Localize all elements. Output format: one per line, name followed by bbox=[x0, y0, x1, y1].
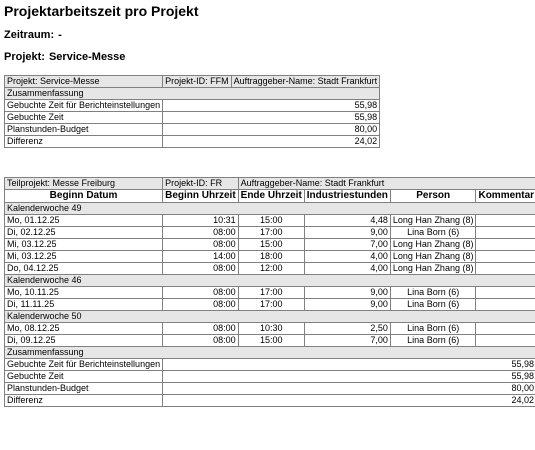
zeitraum-value: - bbox=[58, 29, 62, 41]
summary-value: 24,02 bbox=[163, 395, 535, 407]
hours-cell: 9,00 bbox=[304, 227, 390, 239]
comment-cell bbox=[476, 335, 535, 347]
table-row bbox=[5, 263, 535, 275]
summary-row bbox=[5, 395, 535, 407]
table-row bbox=[5, 287, 535, 299]
comment-cell bbox=[476, 239, 535, 251]
subproject-table bbox=[4, 177, 535, 407]
summary-label: Planstunden-Budget bbox=[5, 124, 163, 136]
column-header-row bbox=[5, 190, 535, 203]
table-row bbox=[5, 323, 535, 335]
start-time-cell: 08:00 bbox=[163, 239, 239, 251]
start-time-cell: 08:00 bbox=[163, 263, 239, 275]
week-row bbox=[5, 311, 535, 323]
person-cell: Long Han Zhang (8) bbox=[390, 263, 476, 275]
comment-cell bbox=[476, 227, 535, 239]
projekt-value: Service-Messe bbox=[48, 51, 126, 63]
week-row bbox=[5, 203, 535, 215]
summary-row bbox=[5, 112, 380, 124]
hours-cell: 7,00 bbox=[304, 335, 390, 347]
person-cell: Long Han Zhang (8) bbox=[390, 239, 476, 251]
person-cell: Lina Born (6) bbox=[390, 335, 476, 347]
summary-value: 55,98 bbox=[163, 112, 380, 124]
table-row bbox=[5, 227, 535, 239]
summary-row bbox=[5, 359, 535, 371]
summary-section-label: Zusammenfassung bbox=[5, 347, 535, 359]
comment-cell bbox=[476, 251, 535, 263]
summary-label: Differenz bbox=[5, 136, 163, 148]
end-time-cell: 18:00 bbox=[238, 251, 304, 263]
person-cell: Long Han Zhang (8) bbox=[390, 251, 476, 263]
person-cell: Long Han Zhang (8) bbox=[390, 215, 476, 227]
summary-row bbox=[5, 100, 380, 112]
start-time-cell: 08:00 bbox=[163, 227, 239, 239]
summary-section-row bbox=[5, 88, 380, 100]
summary-label: Gebuchte Zeit für Berichteinstellungen bbox=[5, 100, 163, 112]
week-label: Kalenderwoche 50 bbox=[5, 311, 535, 323]
date-cell: Di, 02.12.25 bbox=[5, 227, 163, 239]
person-cell: Lina Born (6) bbox=[390, 299, 476, 311]
comment-cell bbox=[476, 299, 535, 311]
table-row bbox=[5, 299, 535, 311]
week-label: Kalenderwoche 49 bbox=[5, 203, 535, 215]
date-cell: Di, 09.12.25 bbox=[5, 335, 163, 347]
page-title: Projektarbeitszeit pro Projekt bbox=[4, 3, 199, 19]
date-cell: Mo, 01.12.25 bbox=[5, 215, 163, 227]
start-time-cell: 08:00 bbox=[163, 299, 239, 311]
date-cell: Di, 11.11.25 bbox=[5, 299, 163, 311]
hours-cell: 9,00 bbox=[304, 287, 390, 299]
col-beginn-uhrzeit: Beginn Uhrzeit bbox=[163, 190, 239, 203]
end-time-cell: 17:00 bbox=[238, 299, 304, 311]
hours-cell: 9,00 bbox=[304, 299, 390, 311]
hours-cell: 4,48 bbox=[304, 215, 390, 227]
date-cell: Mo, 10.11.25 bbox=[5, 287, 163, 299]
end-time-cell: 15:00 bbox=[238, 215, 304, 227]
subproject-name-cell: Teilprojekt: Messe Freiburg bbox=[5, 178, 163, 190]
end-time-cell: 17:00 bbox=[238, 287, 304, 299]
person-cell: Lina Born (6) bbox=[390, 323, 476, 335]
zeitraum-line bbox=[4, 29, 62, 41]
summary-label: Gebuchte Zeit für Berichteinstellungen bbox=[5, 359, 163, 371]
col-kommentar: Kommentar bbox=[476, 190, 535, 203]
summary-row bbox=[5, 124, 380, 136]
hours-cell: 7,00 bbox=[304, 239, 390, 251]
project-id-cell: Projekt-ID: FFM bbox=[163, 76, 232, 88]
table-row bbox=[5, 335, 535, 347]
comment-cell bbox=[476, 263, 535, 275]
subproject-id-cell: Projekt-ID: FR bbox=[163, 178, 239, 190]
comment-cell bbox=[476, 287, 535, 299]
end-time-cell: 17:00 bbox=[238, 227, 304, 239]
summary-value: 80,00 bbox=[163, 383, 535, 395]
date-cell: Mo, 08.12.25 bbox=[5, 323, 163, 335]
summary-value: 55,98 bbox=[163, 100, 380, 112]
zeitraum-label: Zeitraum: bbox=[4, 29, 55, 41]
hours-cell: 2,50 bbox=[304, 323, 390, 335]
week-row bbox=[5, 275, 535, 287]
table-row bbox=[5, 239, 535, 251]
subproject-table-header bbox=[5, 178, 535, 190]
comment-cell bbox=[476, 323, 535, 335]
col-ende-uhrzeit: Ende Uhrzeit bbox=[238, 190, 304, 203]
end-time-cell: 15:00 bbox=[238, 239, 304, 251]
date-cell: Mi, 03.12.25 bbox=[5, 239, 163, 251]
col-beginn-datum: Beginn Datum bbox=[5, 190, 163, 203]
summary-row bbox=[5, 383, 535, 395]
date-cell: Do, 04.12.25 bbox=[5, 263, 163, 275]
col-industriestunden: Industriestunden bbox=[304, 190, 390, 203]
project-table-header bbox=[5, 76, 380, 88]
table-row bbox=[5, 215, 535, 227]
date-cell: Mi, 03.12.25 bbox=[5, 251, 163, 263]
summary-section-row bbox=[5, 347, 535, 359]
summary-label: Planstunden-Budget bbox=[5, 383, 163, 395]
start-time-cell: 08:00 bbox=[163, 323, 239, 335]
projekt-line bbox=[4, 51, 125, 63]
summary-label: Gebuchte Zeit bbox=[5, 112, 163, 124]
hours-cell: 4,00 bbox=[304, 251, 390, 263]
start-time-cell: 14:00 bbox=[163, 251, 239, 263]
hours-cell: 4,00 bbox=[304, 263, 390, 275]
project-name-cell: Projekt: Service-Messe bbox=[5, 76, 163, 88]
summary-row bbox=[5, 136, 380, 148]
start-time-cell: 08:00 bbox=[163, 287, 239, 299]
start-time-cell: 08:00 bbox=[163, 335, 239, 347]
end-time-cell: 15:00 bbox=[238, 335, 304, 347]
summary-section-label: Zusammenfassung bbox=[5, 88, 380, 100]
summary-value: 24,02 bbox=[163, 136, 380, 148]
comment-cell bbox=[476, 215, 535, 227]
person-cell: Lina Born (6) bbox=[390, 227, 476, 239]
end-time-cell: 10:30 bbox=[238, 323, 304, 335]
start-time-cell: 10:31 bbox=[163, 215, 239, 227]
summary-label: Differenz bbox=[5, 395, 163, 407]
person-cell: Lina Born (6) bbox=[390, 287, 476, 299]
client-name-cell: Auftraggeber-Name: Stadt Frankfurt bbox=[231, 76, 380, 88]
table-row bbox=[5, 251, 535, 263]
week-label: Kalenderwoche 46 bbox=[5, 275, 535, 287]
projekt-label: Projekt: bbox=[4, 51, 45, 63]
summary-value: 55,98 bbox=[163, 359, 535, 371]
summary-label: Gebuchte Zeit bbox=[5, 371, 163, 383]
end-time-cell: 12:00 bbox=[238, 263, 304, 275]
summary-value: 55,98 bbox=[163, 371, 535, 383]
col-person: Person bbox=[390, 190, 476, 203]
summary-value: 80,00 bbox=[163, 124, 380, 136]
summary-row bbox=[5, 371, 535, 383]
subproject-client-cell: Auftraggeber-Name: Stadt Frankfurt bbox=[238, 178, 535, 190]
project-table bbox=[4, 75, 380, 148]
